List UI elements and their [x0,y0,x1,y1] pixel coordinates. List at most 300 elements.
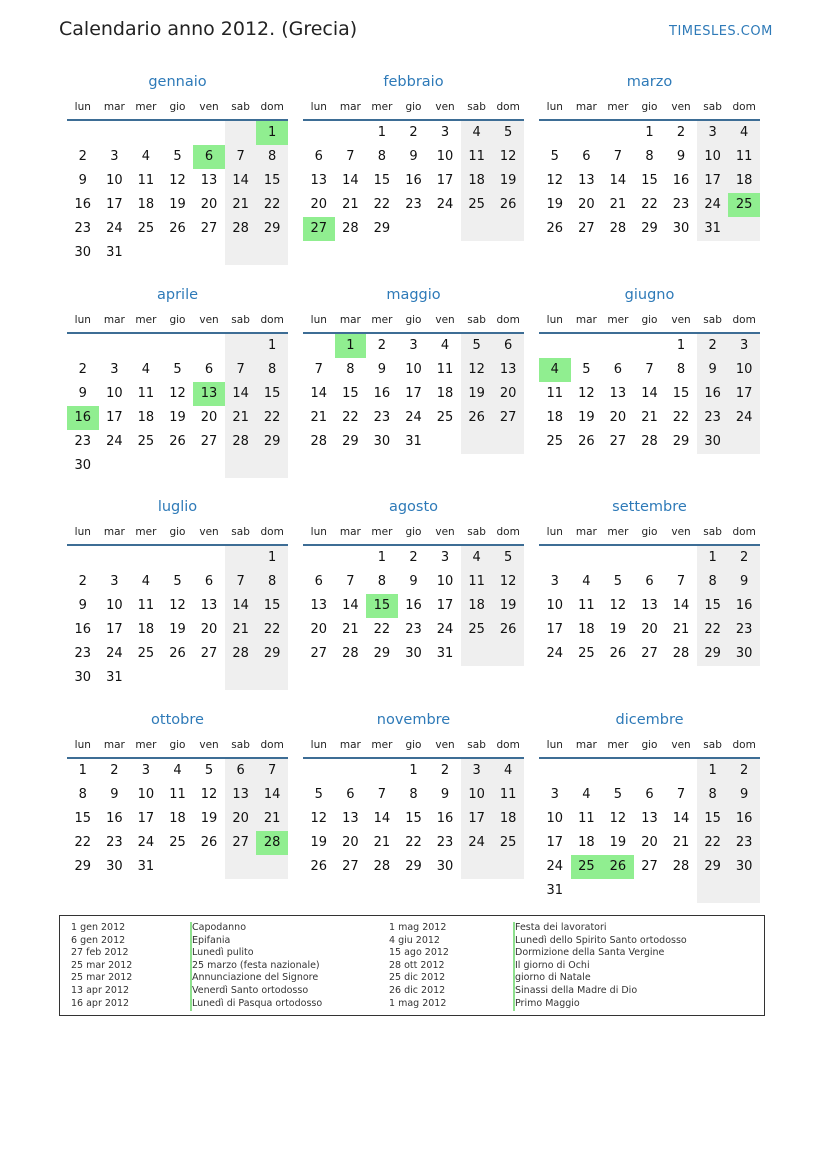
month-title: marzo [626,74,673,90]
empty-cell [697,879,729,903]
legend-entry: Lunedì dello Spirito Santo ortodosso [515,934,687,946]
days-grid [539,759,760,903]
day-cell: 8 [409,786,418,802]
empty-cell [99,334,131,358]
weekday-label: ven [671,526,691,538]
empty-cell [67,121,99,145]
day-cell: 9 [440,786,450,802]
holiday-day-cell: 13 [193,382,225,406]
weekday-label: sab [703,101,722,113]
day-cell: 29 [373,646,391,661]
day-cell: 21 [373,834,391,850]
weekday-label: mar [339,101,361,113]
month-agosto [303,495,524,708]
weekday-label: mer [607,313,629,326]
month-title: ottobre [151,711,204,728]
day-cell: 14 [373,810,391,826]
day-cell: 20 [200,622,218,637]
day-cell: 17 [405,385,422,401]
legend-entry: giorno di Natale [515,972,591,984]
day-cell: 24 [106,646,123,661]
empty-cell [539,546,571,570]
day-cell: 17 [546,622,564,637]
day-cell: 11 [436,361,454,377]
day-cell: 10 [405,361,422,377]
day-cell: 19 [461,382,493,406]
weekday-label: mar [575,101,597,113]
day-cell: 24 [546,646,564,661]
day-cell: 18 [436,385,454,401]
day-cell: 30 [74,457,92,473]
empty-cell [256,666,288,690]
weekday-label: lun [74,313,91,326]
day-cell: 15 [74,810,92,826]
day-cell: 18 [728,169,760,193]
day-cell: 29 [641,221,658,236]
weekday-label: mer [607,526,629,538]
day-cell: 26 [169,221,186,236]
empty-cell [303,334,335,358]
day-cell: 5 [173,149,182,164]
day-cell: 3 [550,574,559,589]
weekday-label: ven [199,313,219,326]
day-cell: 21 [225,193,257,217]
day-cell: 21 [310,409,328,425]
empty-cell [99,546,131,570]
day-cell: 14 [641,385,658,401]
empty-cell [256,241,288,265]
days-grid [67,121,288,265]
weekday-label: ven [435,313,455,326]
empty-cell [99,454,131,478]
day-cell: 7 [256,759,288,783]
legend-entry: Capodanno [192,922,247,933]
month-title: maggio [386,286,441,303]
holiday-day-cell: 25 [728,193,760,217]
day-cell: 2 [728,546,760,570]
day-cell: 30 [672,221,690,236]
day-cell: 3 [409,337,418,353]
day-cell: 28 [672,646,690,661]
day-cell: 19 [609,834,627,850]
weekday-label: ven [199,526,219,538]
day-cell: 10 [106,385,123,401]
day-cell: 15 [256,382,288,406]
empty-cell [602,121,634,145]
day-cell: 17 [728,382,760,406]
day-cell: 27 [609,433,627,449]
empty-cell [162,241,194,265]
day-cell: 2 [440,762,450,778]
day-cell: 6 [645,574,654,589]
day-cell: 18 [578,622,595,637]
day-cell: 9 [409,149,418,164]
day-cell: 16 [74,622,92,637]
day-cell: 31 [546,882,564,898]
day-cell: 12 [310,810,328,826]
day-cell: 15 [256,169,288,193]
weekday-label: gio [405,526,422,538]
day-cell: 23 [373,409,391,425]
day-cell: 22 [373,622,391,637]
weekday-label: ven [199,738,219,751]
day-cell: 2 [78,149,87,164]
holiday-day-cell: 6 [193,145,225,169]
day-cell: 17 [137,810,155,826]
day-cell: 19 [609,622,627,637]
weekday-label: gio [405,738,422,751]
day-cell: 1 [256,546,288,570]
weekday-label: mar [103,526,125,538]
weekday-header [67,522,288,546]
day-cell: 26 [578,433,595,449]
day-cell: 27 [200,646,218,661]
brand-link[interactable]: TIMESLES.COM [669,24,773,39]
day-cell: 13 [641,598,658,613]
day-cell: 4 [461,546,493,570]
day-cell: 19 [200,810,218,826]
day-cell: 1 [377,125,387,140]
day-cell: 29 [256,642,288,666]
day-cell: 28 [225,430,257,454]
day-cell: 25 [492,831,524,855]
empty-cell [492,217,524,241]
day-cell: 2 [110,762,119,778]
day-cell: 5 [314,786,323,802]
day-cell: 23 [405,197,422,212]
month-title: novembre [376,711,451,728]
empty-cell [162,334,194,358]
day-cell: 22 [672,409,690,425]
month-title: aprile [156,286,199,303]
day-cell: 23 [74,221,92,236]
day-cell: 29 [256,217,288,241]
day-cell: 1 [697,546,729,570]
legend-entry: Lunedì di Pasqua ortodosso [192,997,323,1009]
day-cell: 29 [697,642,729,666]
day-cell: 20 [641,622,658,637]
weekday-label: dom [260,738,284,751]
day-cell: 21 [342,622,359,637]
day-cell: 4 [728,121,760,145]
day-cell: 3 [550,786,559,802]
day-cell: 15 [256,594,288,618]
weekday-label: mer [371,101,393,113]
empty-cell [162,121,194,145]
day-cell: 5 [461,334,493,358]
day-cell: 10 [106,173,123,188]
empty-cell [193,121,225,145]
weekday-label: sab [703,738,722,751]
empty-cell [492,855,524,879]
weekday-label: dom [496,313,520,326]
weekday-label: mer [135,526,157,538]
day-cell: 28 [310,433,328,449]
weekday-label: lun [310,738,327,751]
weekday-label: ven [671,313,691,326]
empty-cell [728,430,760,454]
month-gennaio [67,70,288,283]
weekday-label: ven [435,101,455,113]
weekday-label: sab [467,738,486,751]
day-cell: 9 [78,173,87,188]
empty-cell [665,759,697,783]
empty-cell [429,217,461,241]
day-cell: 19 [169,409,186,425]
legend-entry: 28 ott 2012 [389,959,445,971]
day-cell: 7 [346,574,355,589]
day-cell: 29 [342,433,359,449]
day-cell: 10 [728,358,760,382]
day-cell: 2 [78,574,87,589]
weekday-header [303,310,524,334]
empty-cell [634,879,666,903]
weekday-label: lun [310,526,327,538]
day-cell: 20 [609,409,627,425]
day-cell: 8 [256,358,288,382]
empty-cell [461,217,493,241]
day-cell: 2 [78,361,87,377]
day-cell: 9 [728,783,760,807]
day-cell: 1 [409,762,418,778]
day-cell: 21 [609,197,627,212]
day-cell: 5 [492,546,524,570]
day-cell: 23 [436,834,454,850]
day-cell: 8 [78,786,87,802]
day-cell: 22 [697,831,729,855]
empty-cell [602,334,634,358]
day-cell: 9 [409,574,418,589]
empty-cell [539,334,571,358]
day-cell: 9 [78,385,87,401]
day-cell: 11 [137,173,155,188]
day-cell: 31 [697,217,729,241]
day-cell: 23 [405,622,422,637]
weekday-header [539,522,760,546]
day-cell: 15 [641,173,658,188]
legend-names-left [192,922,322,1010]
empty-cell [665,546,697,570]
legend-entry: 6 gen 2012 [71,934,126,946]
day-cell: 30 [436,858,454,874]
weekday-label: dom [260,101,284,113]
empty-cell [130,121,162,145]
holiday-day-cell: 16 [67,406,99,430]
empty-cell [162,855,194,879]
day-cell: 16 [728,594,760,618]
day-cell: 31 [405,433,422,449]
day-cell: 25 [169,834,186,850]
day-cell: 18 [137,409,155,425]
weekday-label: lun [74,526,91,538]
month-giugno [539,283,760,496]
weekday-header [67,310,288,334]
day-cell: 28 [225,217,257,241]
day-cell: 3 [110,149,119,164]
empty-cell [728,879,760,903]
empty-cell [461,642,493,666]
day-cell: 20 [342,834,359,850]
day-cell: 11 [728,145,760,169]
empty-cell [665,879,697,903]
day-cell: 6 [492,334,524,358]
weekday-label: gio [641,526,658,538]
day-cell: 26 [169,433,186,449]
legend-entry: Lunedì pulito [192,947,254,959]
day-cell: 5 [173,574,182,589]
day-cell: 25 [578,646,595,661]
day-cell: 25 [461,618,493,642]
day-cell: 17 [106,622,123,637]
weekday-label: gio [641,101,658,113]
day-cell: 3 [440,550,450,565]
days-grid [303,334,524,454]
weekday-label: lun [74,101,91,113]
day-cell: 6 [314,574,323,589]
day-cell: 14 [672,598,690,613]
day-cell: 8 [346,361,355,377]
day-cell: 16 [373,385,391,401]
day-cell: 7 [225,145,257,169]
empty-cell [602,759,634,783]
weekday-label: dom [732,738,756,751]
day-cell: 21 [672,622,690,637]
day-cell: 16 [697,382,729,406]
day-cell: 29 [672,433,690,449]
day-cell: 15 [672,385,690,401]
empty-cell [225,334,257,358]
day-cell: 8 [697,570,729,594]
day-cell: 25 [461,193,493,217]
day-cell: 1 [697,759,729,783]
empty-cell [225,454,257,478]
calendar-grid [67,70,761,920]
day-cell: 20 [578,197,595,212]
day-cell: 18 [137,622,155,637]
month-title: dicembre [615,711,684,728]
legend-entry: 13 apr 2012 [71,984,130,996]
day-cell: 30 [728,855,760,879]
legend-entry: Annunciazione del Signore [192,972,319,984]
day-cell: 2 [377,337,387,353]
day-cell: 30 [373,433,391,449]
empty-cell [492,642,524,666]
month-maggio [303,283,524,496]
day-cell: 30 [74,245,92,260]
day-cell: 12 [492,570,524,594]
empty-cell [99,121,131,145]
day-cell: 11 [461,145,493,169]
empty-cell [461,430,493,454]
day-cell: 19 [578,409,595,425]
weekday-label: sab [467,526,486,538]
day-cell: 10 [546,810,564,826]
month-novembre [303,708,524,921]
day-cell: 23 [106,834,123,850]
empty-cell [225,121,257,145]
day-cell: 17 [436,598,454,613]
day-cell: 24 [106,433,123,449]
day-cell: 14 [342,173,359,188]
weekday-label: mer [135,313,157,326]
day-cell: 24 [728,406,760,430]
day-cell: 16 [106,810,123,826]
day-cell: 30 [728,642,760,666]
empty-cell [193,454,225,478]
month-title: settembre [612,499,687,515]
holiday-day-cell: 1 [256,121,288,145]
holiday-day-cell: 26 [602,855,634,879]
empty-cell [571,334,603,358]
weekday-header [539,310,760,334]
holiday-day-cell: 15 [366,594,398,618]
weekday-label: mar [575,738,597,751]
weekday-header [303,735,524,759]
weekday-label: ven [671,101,691,113]
holiday-day-cell: 25 [571,855,603,879]
empty-cell [193,666,225,690]
empty-cell [571,879,603,903]
day-cell: 26 [492,193,524,217]
day-cell: 24 [137,834,155,850]
day-cell: 12 [169,173,186,188]
day-cell: 4 [582,786,591,802]
day-cell: 12 [461,358,493,382]
day-cell: 13 [609,385,627,401]
day-cell: 7 [314,361,323,377]
day-cell: 10 [461,783,493,807]
empty-cell [130,546,162,570]
empty-cell [571,121,603,145]
legend-entry: 25 dic 2012 [389,972,446,984]
day-cell: 6 [613,361,623,377]
empty-cell [193,241,225,265]
weekday-label: mer [607,738,629,751]
day-cell: 16 [405,173,422,188]
empty-cell [130,454,162,478]
day-cell: 22 [641,197,658,212]
day-cell: 5 [613,786,623,802]
day-cell: 18 [461,594,493,618]
day-cell: 28 [373,858,391,874]
empty-cell [256,454,288,478]
weekday-label: sab [231,526,250,538]
day-cell: 9 [728,570,760,594]
empty-cell [398,217,430,241]
day-cell: 19 [546,197,564,212]
legend-entry: 25 mar 2012 [71,972,133,984]
empty-cell [728,217,760,241]
day-cell: 18 [492,807,524,831]
empty-cell [162,666,194,690]
day-cell: 7 [676,786,686,802]
legend-entry: Dormizione della Santa Vergine [515,947,665,959]
empty-cell [571,546,603,570]
day-cell: 28 [342,646,359,661]
day-cell: 7 [377,786,387,802]
empty-cell [225,855,257,879]
day-cell: 11 [578,598,595,613]
day-cell: 11 [137,385,155,401]
empty-cell [634,759,666,783]
day-cell: 8 [377,574,387,589]
weekday-label: gio [169,738,186,751]
day-cell: 17 [106,197,123,212]
day-cell: 26 [492,618,524,642]
day-cell: 5 [492,121,524,145]
legend-names-right [515,922,687,1010]
day-cell: 23 [697,406,729,430]
